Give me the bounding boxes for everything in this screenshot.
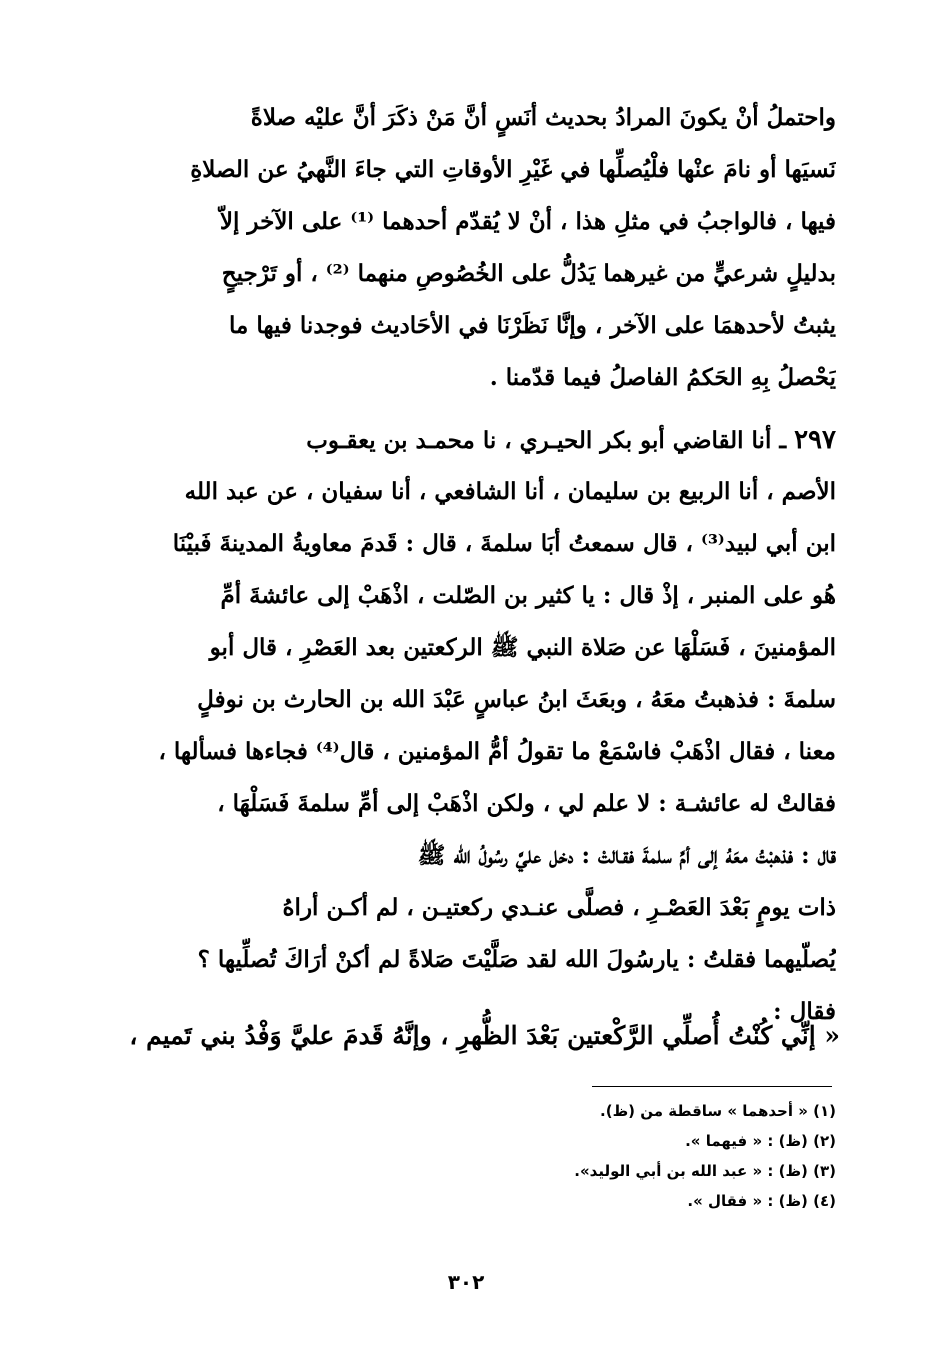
footnote: (٣) (ظ) : « عبد الله بن أبي الوليد». xyxy=(574,1162,836,1180)
paragraph-gap xyxy=(96,404,836,414)
text-line: الأصم ، أنا الربيع بن سليمان ، أنا الشافعي ، أنا سفيان ، عن عبد الله xyxy=(184,478,836,505)
footnotes xyxy=(236,1096,836,1216)
text-line: فقال : xyxy=(773,998,836,1025)
footnote: (١) « أحدهما » ساقطة من (ظ). xyxy=(600,1102,836,1120)
text-line: واحتملُ أنْ يكونَ المرادُ بحديث أنَسٍ أنَّ مَنْ ذكَرَ أنَّ عليْه صلاةً xyxy=(250,104,836,131)
footnote: (٤) (ظ) : « فقال ». xyxy=(687,1192,836,1210)
text-line: يَحْصلُ بِهِ الحَكمُ الفاصلُ فيما قدّمنا . xyxy=(489,364,836,391)
hadith-number: ٢٩٧ xyxy=(794,425,836,455)
text-line: يُصلّيهما فقلتُ : يارسُولَ الله لقد صَلَّيْتَ صَلاةً لم أكنْ أرَاكَ تُصلِّيها ؟ xyxy=(197,946,836,973)
text-line: بدليلٍ شرعيٍّ من غيرهما يَدُلُّ على الخُصُوصِ منهما ⁽²⁾ ، أو تَرْجيحٍ xyxy=(221,260,836,287)
text-line: نَسيَها أو نامَ عنْها فلْيُصلِّها في غَيْرِ الأوقاتِ التي جاءَ النَّهيُ عن الصلاةِ xyxy=(190,156,836,183)
page-number: ٣٠٢ xyxy=(447,1270,485,1294)
hadith-paragraph xyxy=(96,414,836,1038)
paragraph-1 xyxy=(96,92,836,404)
text-line: سلمةَ : فذهبتُ معَهُ ، وبعَثَ ابنُ عباسٍ عَبْدَ الله بن الحارث بن نوفلٍ xyxy=(197,686,836,713)
footnote-divider xyxy=(592,1086,832,1087)
text-line xyxy=(96,414,836,466)
footnote: (٢) (ظ) : « فيهما ». xyxy=(685,1132,836,1150)
hadith-line-text: ـ أنا القاضي أبو بكر الحيـري ، نا محمـد بن يعقـوب xyxy=(306,427,795,454)
text-line: فيها ، فالواجبُ في مثلِ هذا ، أنْ لا يُقدّم أحدهما ⁽¹⁾ على الآخر إلاّ xyxy=(219,208,836,235)
text-line: المؤمنينَ ، فَسَلْهَا عن صَلاة النبي ﷺ الركعتين بعد العَصْرِ ، قال أبو xyxy=(209,634,836,661)
text-line: ابن أبي لبيد⁽³⁾ ، قال سمعتُ أبَا سلمةَ ، قال : قَدمَ معاويةُ المدينةَ فَبيْنَا xyxy=(172,530,836,557)
text-line: فقالتْ له عائشـة : لا علم لي ، ولكن اذْهَبْ إلى أمِّ سلمةَ فَسَلْهَا ، xyxy=(217,790,836,817)
text-line: يثبتُ لأحدهمَا على الآخر ، وإنَّا نَظَرْنَا في الأحَاديث فوجدنا فيها ما xyxy=(229,312,836,339)
text-line: هُو على المنبر ، إذْ قال : يا كثير بن الصّلت ، اذْهَبْ إلى عائشةَ أمِّ xyxy=(220,582,836,609)
text-line: معنا ، فقال اذْهَبْ فاسْمَعْ ما تقولُ أمُّ المؤمنين ، قال⁽⁴⁾ فجاءها فسألها ، xyxy=(158,738,836,765)
quoted-hadith-text: « إنِّي كُنْتُ أُصلِّي الرَّكْعتين بَعْدَ الظُّهرِ ، وإنَّهُ قَدمَ عليَّ وَفْدُ بني تَميم ، xyxy=(129,1021,840,1050)
text-line: قال : فذهبْتُ معَهُ إلى أمِّ سلمةَ فقـالتْ : دخل عليَّ رسُولُ الله ﷺ xyxy=(417,842,836,869)
text-line: ذات يومٍ بَعْدَ العَصْـرِ ، فصلَّى عنـدي ركعتيـن ، لم أكـن أراهُ xyxy=(282,894,836,921)
main-text xyxy=(96,92,836,1038)
